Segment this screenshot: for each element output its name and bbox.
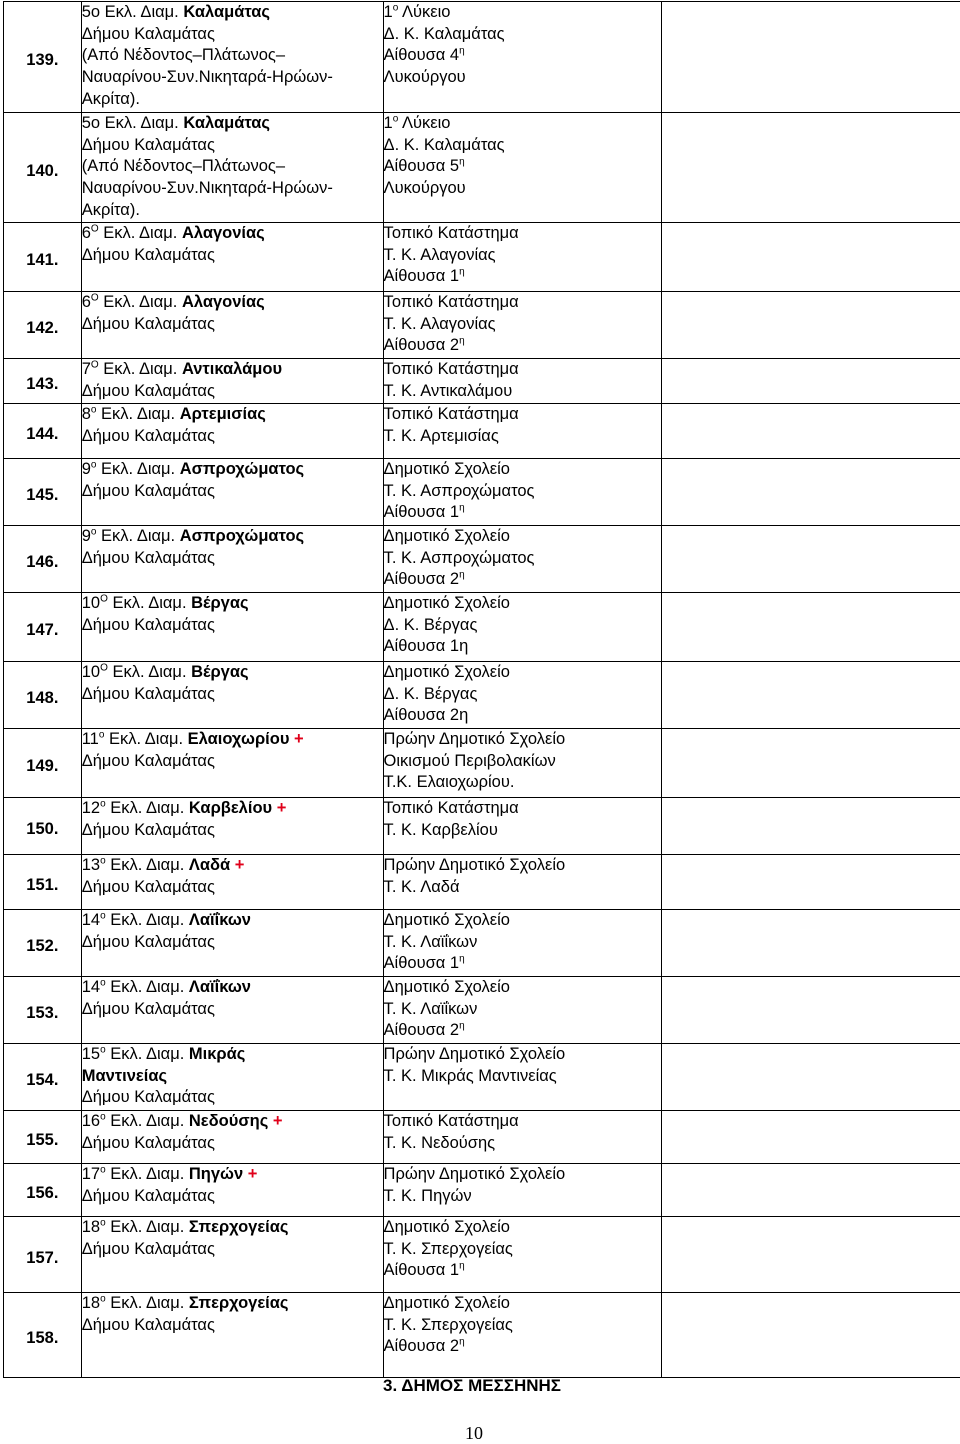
row-number-label: 146. (26, 552, 58, 574)
empty-cell (662, 2, 960, 113)
location-cell: Τοπικό Κατάστημα Τ. Κ. Καρβελίου (383, 798, 662, 855)
location-cell: Τοπικό Κατάστημα Τ. Κ. Νεδούσης (383, 1111, 662, 1164)
row-number (4, 526, 82, 593)
table-row (4, 1164, 960, 1217)
row-number (4, 1293, 82, 1378)
polling-station-cell: $6^O$ Εκλ. Διαμ. Αλαγονίας Δήμου Καλαμάτας (81, 292, 383, 359)
row-number (4, 459, 82, 526)
location-cell: Δημοτικό Σχολείο Τ. Κ. Σπερχογείας Αίθουσα $2^\eta$ (383, 1293, 662, 1378)
row-number-label: 154. (26, 1070, 58, 1092)
location-cell: $1^o$ Λύκειο Δ. Κ. Καλαμάτας Αίθουσα $4^\eta$ Λυκούργου (383, 2, 662, 113)
row-number-label: 141. (26, 250, 58, 272)
polling-station-cell: $9^o$ Εκλ. Διαμ. Ασπροχώματος Δήμου Καλαμάτας (81, 459, 383, 526)
empty-cell (662, 1217, 960, 1293)
location-cell: Δημοτικό Σχολείο Τ. Κ. Λαϊΐκων Αίθουσα $1^\eta$ (383, 910, 662, 977)
row-number-label: 144. (26, 424, 58, 446)
row-number (4, 223, 82, 292)
row-number-label: 147. (26, 620, 58, 642)
table-row (4, 798, 960, 855)
empty-cell (662, 1164, 960, 1217)
location-cell: Τοπικό Κατάστημα Τ. Κ. Αντικαλάμου (383, 359, 662, 404)
polling-station-cell: $13^o$ Εκλ. Διαμ. Λαδά + Δήμου Καλαμάτας (81, 855, 383, 910)
polling-station-cell: $14^o$ Εκλ. Διαμ. Λαϊΐκων Δήμου Καλαμάτας (81, 910, 383, 977)
location-cell: Τοπικό Κατάστημα Τ. Κ. Αρτεμισίας (383, 404, 662, 459)
polling-station-cell: $11^o$ Εκλ. Διαμ. Ελαιοχωρίου + Δήμου Καλαμάτας (81, 729, 383, 798)
row-number-label: 153. (26, 1003, 58, 1025)
location-cell: Τοπικό Κατάστημα Τ. Κ. Αλαγονίας Αίθουσα $2^\eta$ (383, 292, 662, 359)
table-row (4, 459, 960, 526)
table-row (4, 292, 960, 359)
empty-cell (662, 1044, 960, 1111)
table-row (4, 223, 960, 292)
empty-cell (662, 113, 960, 223)
polling-station-cell: $14^o$ Εκλ. Διαμ. Λαϊΐκων Δήμου Καλαμάτας (81, 977, 383, 1044)
table-row (4, 1044, 960, 1111)
row-number-label: 158. (26, 1328, 58, 1350)
empty-cell (662, 292, 960, 359)
table-row (4, 1217, 960, 1293)
location-cell: Πρώην Δημοτικό Σχολείο Τ. Κ. Λαδά (383, 855, 662, 910)
empty-cell (662, 798, 960, 855)
polling-station-cell: $17^o$ Εκλ. Διαμ. Πηγών + Δήμου Καλαμάτας (81, 1164, 383, 1217)
polling-station-cell: $9^o$ Εκλ. Διαμ. Ασπροχώματος Δήμου Καλαμάτας (81, 526, 383, 593)
location-cell: Δημοτικό Σχολείο Δ. Κ. Βέργας Αίθουσα 2η (383, 662, 662, 729)
polling-station-cell: 5ο Εκλ. Διαμ. Καλαμάτας Δήμου Καλαμάτας (Από Νέδοντος–Πλάτωνος– Ναυαρίνου-Συν.Νικηταρά-Ηρώων- Ακρίτα). (81, 113, 383, 223)
row-number (4, 1217, 82, 1293)
row-number (4, 2, 82, 113)
row-number (4, 593, 82, 662)
table-row (4, 910, 960, 977)
empty-cell (662, 662, 960, 729)
location-cell: Δημοτικό Σχολείο Τ. Κ. Ασπροχώματος Αίθουσα $1^\eta$ (383, 459, 662, 526)
row-number (4, 855, 82, 910)
row-number-label: 145. (26, 485, 58, 507)
row-number-label: 152. (26, 936, 58, 958)
table-body (4, 2, 960, 1378)
table-row (4, 2, 960, 113)
row-number-label: 139. (26, 50, 58, 72)
table-row (4, 662, 960, 729)
row-number-label: 140. (26, 161, 58, 183)
polling-station-cell: $10^O$ Εκλ. Διαμ. Βέργας Δήμου Καλαμάτας (81, 662, 383, 729)
polling-stations-table (3, 1, 960, 1378)
empty-cell (662, 459, 960, 526)
location-cell: Δημοτικό Σχολείο Τ. Κ. Λαϊΐκων Αίθουσα $2^\eta$ (383, 977, 662, 1044)
table-row (4, 1293, 960, 1378)
row-number-label: 143. (26, 374, 58, 396)
row-number-label: 142. (26, 318, 58, 340)
row-number (4, 729, 82, 798)
row-number (4, 292, 82, 359)
location-cell: Δημοτικό Σχολείο Τ. Κ. Ασπροχώματος Αίθουσα $2^\eta$ (383, 526, 662, 593)
row-number (4, 1111, 82, 1164)
empty-cell (662, 1293, 960, 1378)
table-row (4, 359, 960, 404)
polling-station-cell: $6^O$ Εκλ. Διαμ. Αλαγονίας Δήμου Καλαμάτας (81, 223, 383, 292)
table-row (4, 593, 960, 662)
location-cell: Δημοτικό Σχολείο Δ. Κ. Βέργας Αίθουσα 1η (383, 593, 662, 662)
empty-cell (662, 1111, 960, 1164)
location-cell: Τοπικό Κατάστημα Τ. Κ. Αλαγονίας Αίθουσα $1^\eta$ (383, 223, 662, 292)
location-cell: Δημοτικό Σχολείο Τ. Κ. Σπερχογείας Αίθουσα $1^\eta$ (383, 1217, 662, 1293)
row-number (4, 404, 82, 459)
polling-station-cell: $15^o$ Εκλ. Διαμ. Μικράς Μαντινείας Δήμου Καλαμάτας (81, 1044, 383, 1111)
row-number (4, 1044, 82, 1111)
table-row (4, 113, 960, 223)
empty-cell (662, 359, 960, 404)
location-cell: Πρώην Δημοτικό Σχολείο Τ. Κ. Μικράς Μαντινείας (383, 1044, 662, 1111)
row-number-label: 157. (26, 1248, 58, 1270)
row-number (4, 910, 82, 977)
table-row (4, 1111, 960, 1164)
table-row (4, 526, 960, 593)
polling-station-cell: $10^O$ Εκλ. Διαμ. Βέργας Δήμου Καλαμάτας (81, 593, 383, 662)
empty-cell (662, 593, 960, 662)
row-number-label: 156. (26, 1183, 58, 1205)
row-number (4, 113, 82, 223)
page-number: 10 (465, 1423, 483, 1444)
table-row (4, 404, 960, 459)
polling-station-cell: $7^O$ Εκλ. Διαμ. Αντικαλάμου Δήμου Καλαμάτας (81, 359, 383, 404)
empty-cell (662, 526, 960, 593)
table-row (4, 855, 960, 910)
empty-cell (662, 404, 960, 459)
section-heading: 3. ΔΗΜΟΣ ΜΕΣΣΗΝΗΣ (383, 1376, 561, 1396)
polling-station-cell: $18^o$ Εκλ. Διαμ. Σπερχογείας Δήμου Καλαμάτας (81, 1217, 383, 1293)
row-number (4, 798, 82, 855)
table-row (4, 977, 960, 1044)
empty-cell (662, 910, 960, 977)
polling-station-cell: $16^o$ Εκλ. Διαμ. Νεδούσης + Δήμου Καλαμάτας (81, 1111, 383, 1164)
empty-cell (662, 855, 960, 910)
empty-cell (662, 223, 960, 292)
polling-station-cell: $12^o$ Εκλ. Διαμ. Καρβελίου + Δήμου Καλαμάτας (81, 798, 383, 855)
polling-station-cell: 5ο Εκλ. Διαμ. Καλαμάτας Δήμου Καλαμάτας (Από Νέδοντος–Πλάτωνος– Ναυαρίνου-Συν.Νικηταρά-Ηρώων- Ακρίτα). (81, 2, 383, 113)
row-number (4, 662, 82, 729)
row-number-label: 149. (26, 756, 58, 778)
row-number-label: 155. (26, 1130, 58, 1152)
location-cell: Πρώην Δημοτικό Σχολείο Τ. Κ. Πηγών (383, 1164, 662, 1217)
row-number (4, 1164, 82, 1217)
row-number-label: 151. (26, 875, 58, 897)
empty-cell (662, 977, 960, 1044)
polling-station-cell: $8^o$ Εκλ. Διαμ. Αρτεμισίας Δήμου Καλαμάτας (81, 404, 383, 459)
table-row (4, 729, 960, 798)
row-number-label: 150. (26, 819, 58, 841)
row-number-label: 148. (26, 688, 58, 710)
row-number (4, 977, 82, 1044)
location-cell: Πρώην Δημοτικό Σχολείο Οικισμού Περιβολακίων Τ.Κ. Ελαιοχωρίου. (383, 729, 662, 798)
location-cell: $1^o$ Λύκειο Δ. Κ. Καλαμάτας Αίθουσα $5^\eta$ Λυκούργου (383, 113, 662, 223)
row-number (4, 359, 82, 404)
polling-station-cell: $18^o$ Εκλ. Διαμ. Σπερχογείας Δήμου Καλαμάτας (81, 1293, 383, 1378)
empty-cell (662, 729, 960, 798)
